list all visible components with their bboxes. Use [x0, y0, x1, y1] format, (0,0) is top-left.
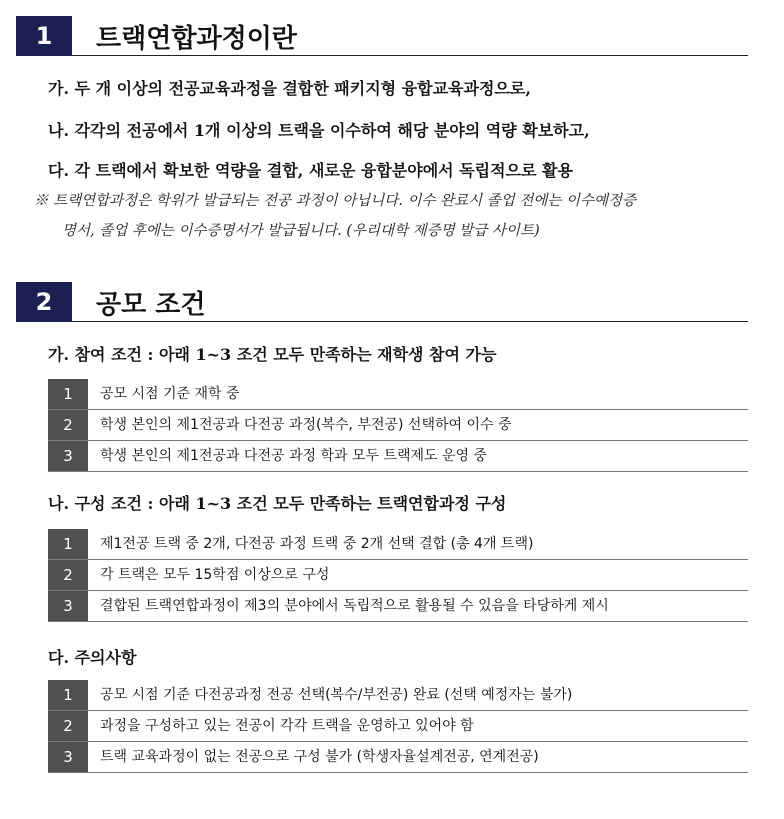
item-text: 학생 본인의 제1전공과 다전공 과정 학과 모두 트랙제도 운영 중	[100, 448, 488, 464]
section-1-bullet-na: 나. 각각의 전공에서 1개 이상의 트랙을 이수하여 해당 분야의 역량 확보하고,	[48, 121, 590, 140]
list-item	[48, 591, 748, 622]
item-text: 공모 시점 기준 재학 중	[100, 386, 240, 402]
item-text: 학생 본인의 제1전공과 다전공 과정(복수, 부전공) 선택하여 이수 중	[100, 417, 512, 433]
list-item	[48, 379, 748, 410]
participation-conditions-list	[48, 379, 748, 472]
composition-conditions-heading: 나. 구성 조건 : 아래 1~3 조건 모두 만족하는 트랙연합과정 구성	[48, 494, 507, 513]
section-1-note-line-1: ※ 트랙연합과정은 학위가 발급되는 전공 과정이 아닙니다. 이수 완료시 졸업 전에는 이수예정증	[34, 193, 637, 209]
list-item	[48, 560, 748, 591]
item-text: 공모 시점 기준 다전공과정 전공 선택(복수/부전공) 완료 (선택 예정자는 불가)	[100, 687, 573, 703]
item-number: 1	[48, 529, 88, 559]
section-1-note-line-2: 명서, 졸업 후에는 이수증명서가 발급됩니다. (우리대학 제증명 발급 사이트)	[62, 223, 540, 239]
list-item	[48, 529, 748, 560]
precautions-list	[48, 680, 748, 773]
section-2-number: 2	[16, 282, 72, 322]
item-number: 1	[48, 680, 88, 710]
item-text: 각 트랙은 모두 15학점 이상으로 구성	[100, 567, 330, 583]
list-item	[48, 410, 748, 441]
section-1-header	[16, 16, 748, 56]
section-1-bullet-ga: 가. 두 개 이상의 전공교육과정을 결합한 패키지형 융합교육과정으로,	[48, 79, 531, 98]
participation-conditions-heading: 가. 참여 조건 : 아래 1~3 조건 모두 만족하는 재학생 참여 가능	[48, 345, 497, 364]
item-text: 트랙 교육과정이 없는 전공으로 구성 불가 (학생자율설계전공, 연계전공)	[100, 749, 539, 765]
section-2-header	[16, 282, 748, 322]
composition-conditions-list	[48, 529, 748, 622]
section-2-rule	[72, 321, 748, 323]
section-2-title: 공모 조건	[96, 290, 206, 320]
section-1-bullet-da: 다. 각 트랙에서 확보한 역량을 결합, 새로운 융합분야에서 독립적으로 활용	[48, 161, 573, 180]
item-text: 과정을 구성하고 있는 전공이 각각 트랙을 운영하고 있어야 함	[100, 718, 474, 734]
section-1-title: 트랙연합과정이란	[96, 24, 297, 54]
list-item	[48, 742, 748, 773]
list-item	[48, 711, 748, 742]
item-text: 결합된 트랙연합과정이 제3의 분야에서 독립적으로 활용될 수 있음을 타당하게 제시	[100, 598, 609, 614]
item-number: 2	[48, 711, 88, 741]
section-1-rule	[72, 55, 748, 57]
item-number: 3	[48, 742, 88, 772]
list-item	[48, 441, 748, 472]
item-number: 1	[48, 379, 88, 409]
precautions-heading: 다. 주의사항	[48, 648, 137, 667]
item-number: 2	[48, 410, 88, 440]
item-number: 2	[48, 560, 88, 590]
item-number: 3	[48, 591, 88, 621]
list-item	[48, 680, 748, 711]
item-number: 3	[48, 441, 88, 471]
item-text: 제1전공 트랙 중 2개, 다전공 과정 트랙 중 2개 선택 결합 (총 4개 트랙)	[100, 536, 534, 552]
section-1-number: 1	[16, 16, 72, 56]
